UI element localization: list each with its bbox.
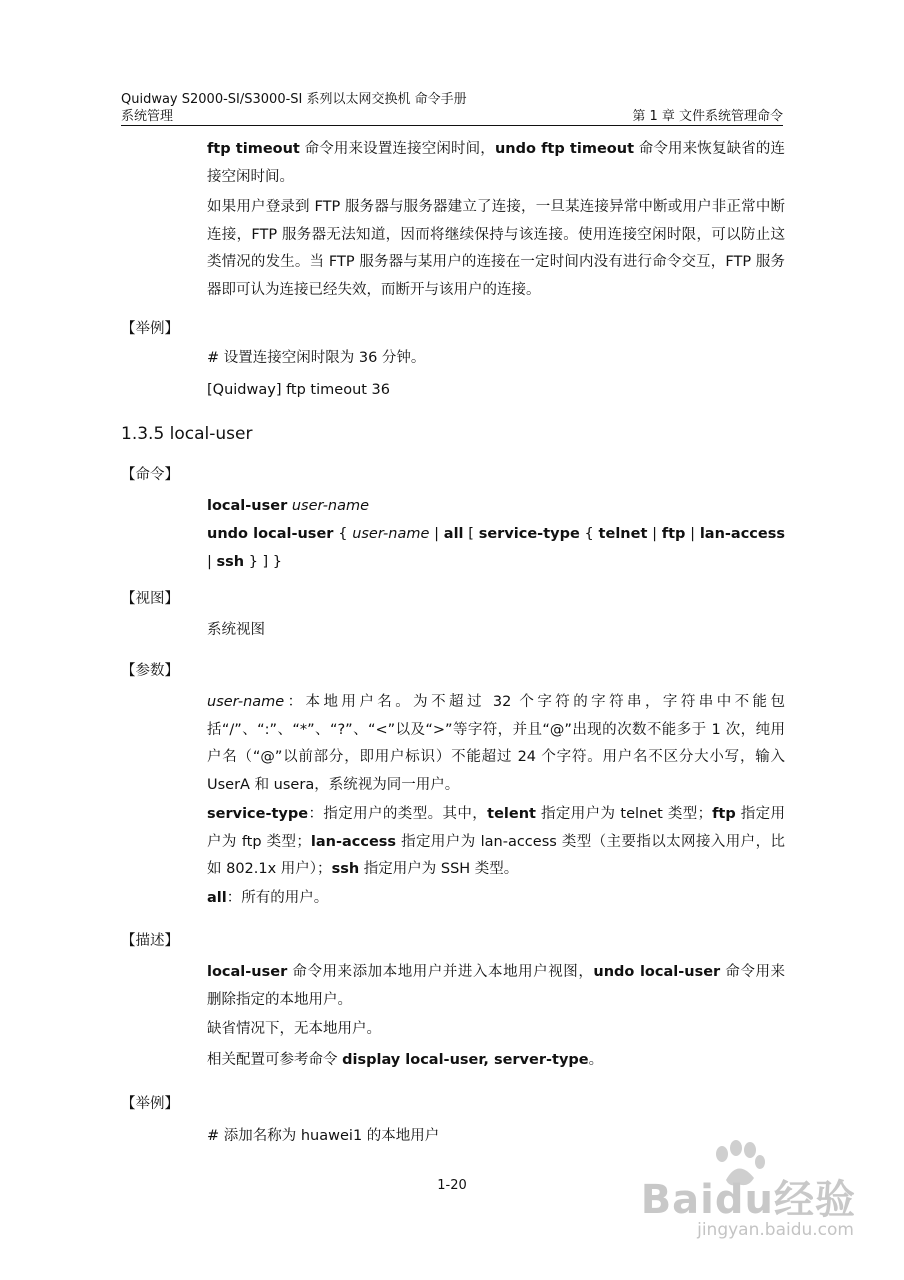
paragraph-idle-explanation: 如果用户登录到 FTP 服务器与服务器建立了连接，一旦某连接异常中断或用户非正常中断连接，FTP 服务器无法知道，因而将继续保持与该连接。使用连接空闲时限，可以防止这类情况的发生。当 FTP 服务器与某用户的连接在一定时间内没有进行命令交互，FTP 服务器即可认为连接已经失效，而断开与该用户的连接。	[207, 199, 785, 298]
example-comment-2: # 添加名称为 huawei1 的本地用户	[207, 1128, 440, 1144]
section-label-view: 【视图】	[121, 591, 179, 607]
baidu-watermark	[626, 1140, 856, 1250]
paragraph-ftp-timeout: ftp timeout 命令用来设置连接空闲时间，undo ftp timeout 命令用来恢复缺省的连接空闲时间。	[207, 141, 786, 185]
description-related: 相关配置可参考命令 display local-user, server-type。	[207, 1052, 604, 1068]
param-user-name: user-name：本地用户名。为不超过 32 个字符的字符串，字符串中不能包括“/”、“:”、“*”、“?”、“<”以及“>”等字符，并且“@”出现的次数不能多于 1 次，纯用户名（“@”以前部分，即用户标识）不能超过 24 个字符。用户名不区分大小写，输入 UserA 和 usera，系统视为同一用户。	[207, 694, 785, 793]
view-text: 系统视图	[207, 622, 265, 638]
header-chapter: 第 1 章 文件系统管理命令	[632, 109, 783, 124]
section-label-example-2: 【举例】	[121, 1096, 179, 1112]
example-comment: # 设置连接空闲时限为 36 分钟。	[207, 350, 426, 366]
description-paragraph: local-user 命令用来添加本地用户并进入本地用户视图，undo local-user 命令用来删除指定的本地用户。	[207, 964, 786, 1008]
header-divider	[121, 125, 783, 126]
section-label-command: 【命令】	[121, 467, 179, 483]
header-title: Quidway S2000-SI/S3000-SI 系列以太网交换机 命令手册	[121, 92, 467, 107]
header-section: 系统管理	[121, 109, 174, 124]
param-all: all：所有的用户。	[207, 890, 329, 906]
page-number: 1-20	[437, 1178, 467, 1193]
section-label-params: 【参数】	[121, 663, 179, 679]
command-syntax-1: local-user user-name	[207, 498, 370, 514]
watermark-url: jingyan.baidu.com	[697, 1220, 854, 1240]
param-service-type: service-type：指定用户的类型。其中，telent 指定用户为 telnet 类型；ftp 指定用户为 ftp 类型；lan-access 指定用户为 lan-access 类型（主要指以太网接入用户，比如 802.1x 用户）；ssh 指定用户为 SSH 类型。	[207, 806, 786, 877]
command-syntax-2: undo local-user { user-name | all [ service-type { telnet | ftp | lan-access | ssh } ] }	[207, 526, 785, 570]
example-code: [Quidway] ftp timeout 36	[207, 382, 390, 398]
section-heading: 1.3.5 local-user	[121, 424, 253, 444]
section-label-description: 【描述】	[121, 933, 179, 949]
watermark-logo: Baidu经验	[640, 1177, 856, 1223]
section-label-example: 【举例】	[121, 321, 179, 337]
description-default: 缺省情况下，无本地用户。	[207, 1021, 381, 1037]
